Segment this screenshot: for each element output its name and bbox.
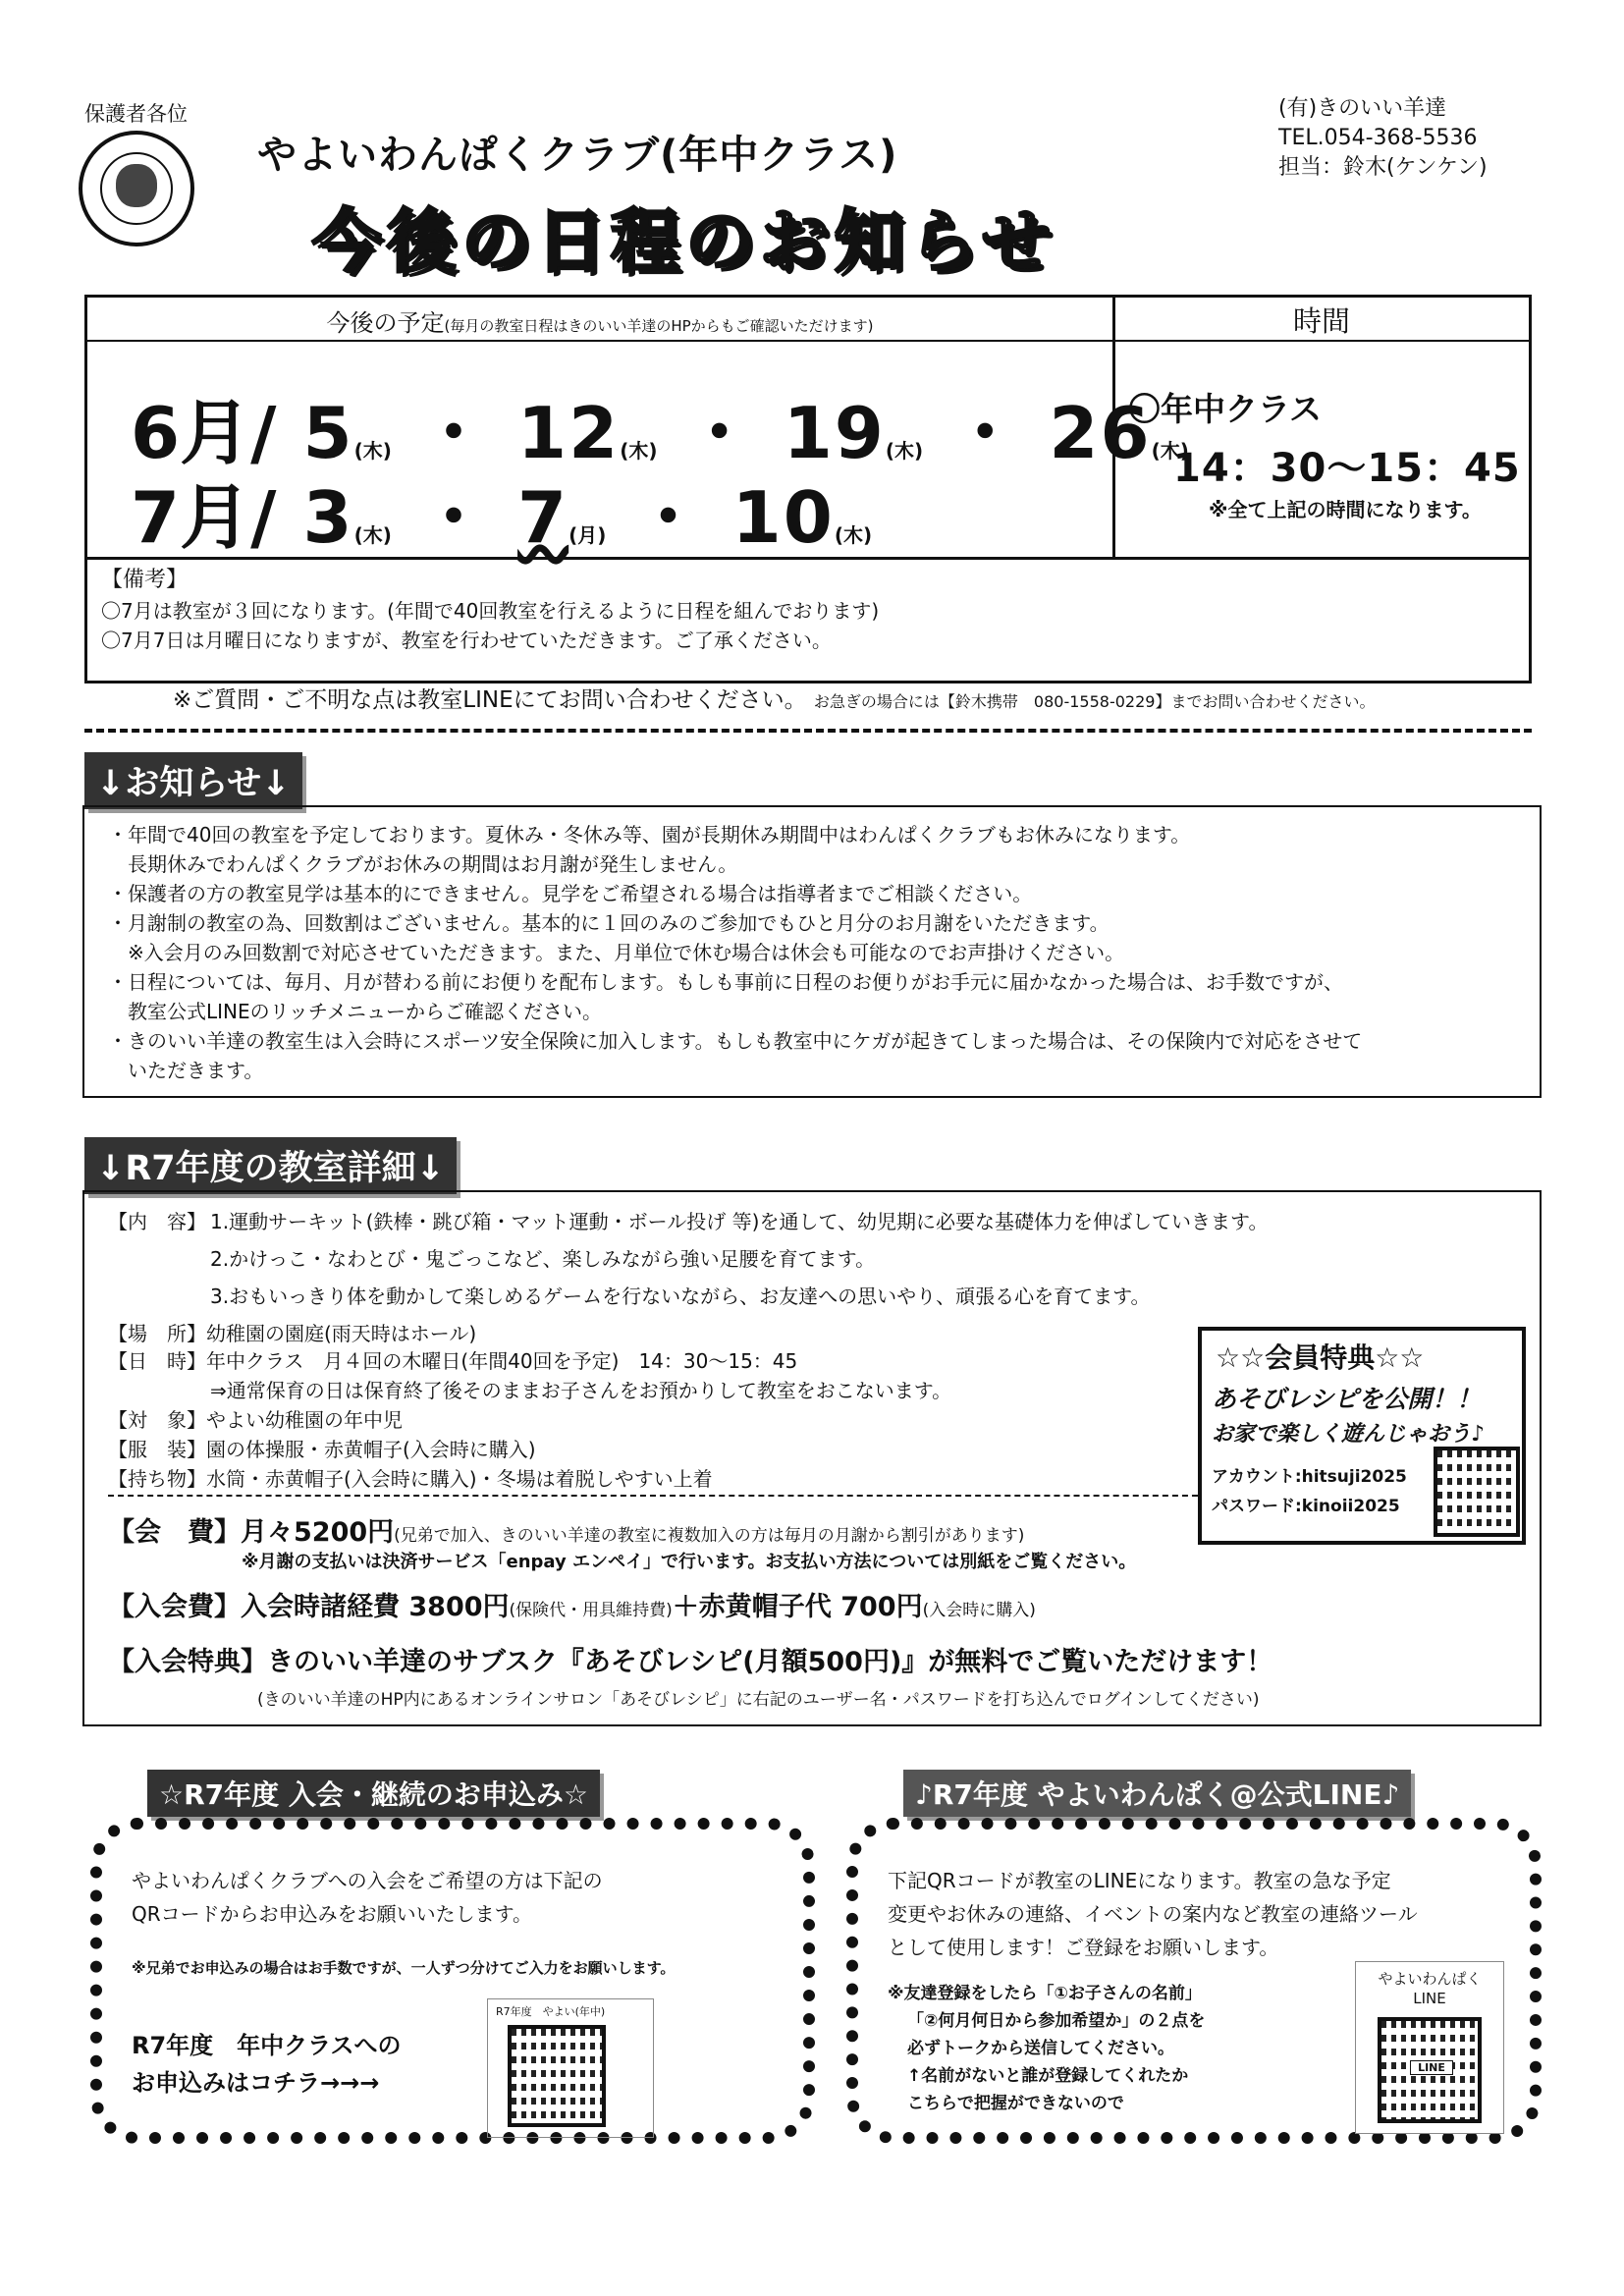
line-box xyxy=(846,1818,1542,2144)
member-account: アカウント:hitsuji2025 xyxy=(1212,1467,1407,1487)
member-title: ☆☆会員特典☆☆ xyxy=(1216,1341,1425,1374)
line-note-4: ↑名前がないと誰が登録してくれたか xyxy=(907,2066,1189,2086)
line-qr-center: LINE xyxy=(1410,2060,1453,2075)
company-info xyxy=(1278,94,1488,183)
time-note: ※全て上記の時間になります。 xyxy=(1209,498,1482,521)
notice-box xyxy=(82,805,1542,1098)
fee: 【会 費】月々5200円(兄弟で加入、きのいい羊達の教室に複数加入の方は毎月の月謝から割引があります) xyxy=(108,1517,1025,1548)
company-name: (有)きのいい羊達 xyxy=(1278,96,1447,121)
remark-1: 〇7月は教室が３回になります。(年間で40回教室を行えるように日程を組んでおります) xyxy=(101,599,880,623)
apply-title: ☆R7年度 入会・継続のお申込み☆ xyxy=(147,1770,600,1817)
member-line-1: あそびレシピを公開！！ xyxy=(1212,1385,1482,1413)
divider xyxy=(84,729,1532,733)
member-password: パスワード:kinoii2025 xyxy=(1212,1497,1400,1516)
notice-line: ・きのいい羊達の教室生は入会時にスポーツ安全保険に加入します。もしも教室中にケガが起きてしまった場合は、その保険内で対応をさせて xyxy=(108,1029,1363,1053)
company-logo xyxy=(79,131,194,246)
club-title: やよいわんぱくクラブ(年中クラス) xyxy=(257,133,898,178)
member-benefit-box xyxy=(1198,1327,1526,1545)
apply-cta-1: R7年度 年中クラスへの xyxy=(132,2032,402,2059)
sheep-logo-icon xyxy=(116,164,157,207)
line-qr-frame xyxy=(1355,1961,1504,2134)
time-range: 14：30〜15：45 xyxy=(1173,446,1521,491)
line-text-2: 変更やお休みの連絡、イベントの案内など教室の連絡ツール xyxy=(888,1902,1418,1926)
details-divider xyxy=(108,1495,1208,1497)
line-note-2: 「②何月何日から参加希望か」の２点を xyxy=(907,2011,1206,2031)
time-header: 時間 xyxy=(1292,304,1350,338)
schedule-header: 今後の予定(毎月の教室日程はきのいい羊達のHPからもご確認いただけます) xyxy=(326,309,874,337)
notice-line: ・日程については、毎月、月が替わる前にお便りを配布します。もしも事前に日程のお便りがお手元に届かなかった場合は、お手数ですが、 xyxy=(108,970,1343,994)
line-text-3: として使用します！ご登録をお願いします。 xyxy=(888,1936,1279,1959)
apply-qr-frame xyxy=(487,1998,654,2138)
company-contact: 担当：鈴木(ケンケン) xyxy=(1278,155,1488,180)
line-text-1: 下記QRコードが教室のLINEになります。教室の急な予定 xyxy=(888,1869,1391,1892)
content-item: 3.おもいっきり体を動かして楽しめるゲームを行ないながら、お友達への思いやり、頑張る心を育てます。 xyxy=(210,1285,1151,1308)
line-note-3: 必ずトークから送信してください。 xyxy=(907,2039,1174,2058)
datetime: 【日 時】年中クラス 月４回の木曜日(年間40回を予定) 14：30〜15：45 xyxy=(108,1349,798,1373)
apply-box xyxy=(90,1818,815,2144)
remarks-title: 【備考】 xyxy=(101,568,189,592)
line-note-1: ※友達登録をしたら「①お子さんの名前」 xyxy=(888,1984,1202,2003)
datetime-note: ⇒通常保育の日は保育終了後そのままお子さんをお預かりして教室をおこないます。 xyxy=(210,1379,952,1402)
member-qr-code[interactable] xyxy=(1434,1447,1520,1537)
content-label: 【内 容】 xyxy=(108,1210,206,1233)
fee-payment: ※月謝の支払いは決済サービス「enpay エンペイ」で行います。お支払い方法については別紙をご覧ください。 xyxy=(242,1552,1137,1572)
addressee: 保護者各位 xyxy=(84,102,188,126)
line-note-5: こちらで把握ができないので xyxy=(907,2094,1124,2113)
target: 【対 象】やよい幼稚園の年中児 xyxy=(108,1408,403,1432)
place: 【場 所】幼稚園の園庭(雨天時はホール) xyxy=(108,1322,477,1345)
member-line-2: お家で楽しく遊んじゃおう♪ xyxy=(1212,1422,1486,1447)
notice-line: 教室公式LINEのリッチメニューからご確認ください。 xyxy=(108,1000,603,1023)
notice-title: ↓お知らせ↓ xyxy=(84,752,302,809)
content-item: 2.かけっこ・なわとび・鬼ごっこなど、楽しみながら強い足腰を育てます。 xyxy=(210,1247,876,1271)
schedule-row-july: 7月/ 3(木) ・ 7(月) ・ 10(木) xyxy=(131,476,873,559)
apply-note: ※兄弟でお申込みの場合はお手数ですが、一人ずつ分けてご入力をお願いします。 xyxy=(132,1959,676,1977)
apply-qr-label: R7年度 やよい(年中) xyxy=(496,2005,606,2018)
notice-line: いただきます。 xyxy=(108,1059,264,1082)
time-class: 〇年中クラス xyxy=(1128,390,1323,428)
line-qr-title-2: LINE xyxy=(1413,1990,1446,2007)
notice-line: ・保護者の方の教室見学は基本的にできません。見学をご希望される場合は指導者までご相談ください。 xyxy=(108,882,1033,905)
remark-2: 〇7月7日は月曜日になりますが、教室を行わせていただきます。ご了承ください。 xyxy=(101,629,832,652)
company-tel: TEL.054-368-5536 xyxy=(1278,126,1478,150)
line-qr-title-1: やよいわんぱく xyxy=(1378,1970,1482,1988)
belongings: 【持ち物】水筒・赤黄帽子(入会時に購入)・冬場は着脱しやすい上着 xyxy=(108,1467,713,1491)
notice-line: ・月謝制の教室の為、回数割はございません。基本的に１回のみのご参加でもひと月分のお月謝をいただきます。 xyxy=(108,911,1110,935)
benefit: 【入会特典】きのいい羊達のサブスク『あそびレシピ(月額500円)』が無料でご覧いただけます！ xyxy=(108,1647,1273,1677)
question-line: ※ご質問・ご不明な点は教室LINEにてお問い合わせください。 お急ぎの場合には【鈴木携帯 080-1558-0229】までお問い合わせください。 xyxy=(173,687,1376,713)
apply-line-2: QRコードからお申込みをお願いいたします。 xyxy=(132,1902,533,1926)
schedule-table xyxy=(84,295,1532,683)
content-item: 1.運動サーキット(鉄棒・跳び箱・マット運動・ボール投げ 等)を通して、幼児期に必要な基礎体力を伸ばしていきます。 xyxy=(210,1210,1269,1233)
page-title: 今後の日程のお知らせ xyxy=(312,201,1056,282)
apply-qr-code[interactable] xyxy=(508,2025,606,2127)
notice-line: 長期休みでわんぱくクラブがお休みの期間はお月謝が発生しません。 xyxy=(108,852,738,876)
schedule-row-june: 6月/ 5(木) ・ 12(木) ・ 19(木) ・ 26(木) xyxy=(131,392,1189,474)
details-title: ↓R7年度の教室詳細↓ xyxy=(84,1137,457,1194)
clothing: 【服 装】園の体操服・赤黄帽子(入会時に購入) xyxy=(108,1438,536,1461)
benefit-note: (きのいい羊達のHP内にあるオンラインサロン「あそびレシピ」に右記のユーザー名・パスワードを打ち込んでログインしてください) xyxy=(257,1690,1260,1710)
notice-line: ※入会月のみ回数割で対応させていただきます。また、月単位で休む場合は休会も可能なのでお声掛けください。 xyxy=(108,941,1125,964)
apply-line-1: やよいわんぱくクラブへの入会をご希望の方は下記の xyxy=(132,1869,603,1892)
notice-line: ・年間で40回の教室を予定しております。夏休み・冬休み等、園が長期休み期間中はわんぱくクラブもお休みになります。 xyxy=(108,823,1191,847)
apply-cta-2[interactable]: お申込みはコチラ→→→ xyxy=(132,2069,380,2097)
line-title: ♪R7年度 やよいわんぱく@公式LINE♪ xyxy=(903,1770,1411,1817)
entry-fee: 【入会費】入会時諸経費 3800円(保険代・用具維持費)＋赤黄帽子代 700円(入会時に購入) xyxy=(108,1592,1036,1622)
